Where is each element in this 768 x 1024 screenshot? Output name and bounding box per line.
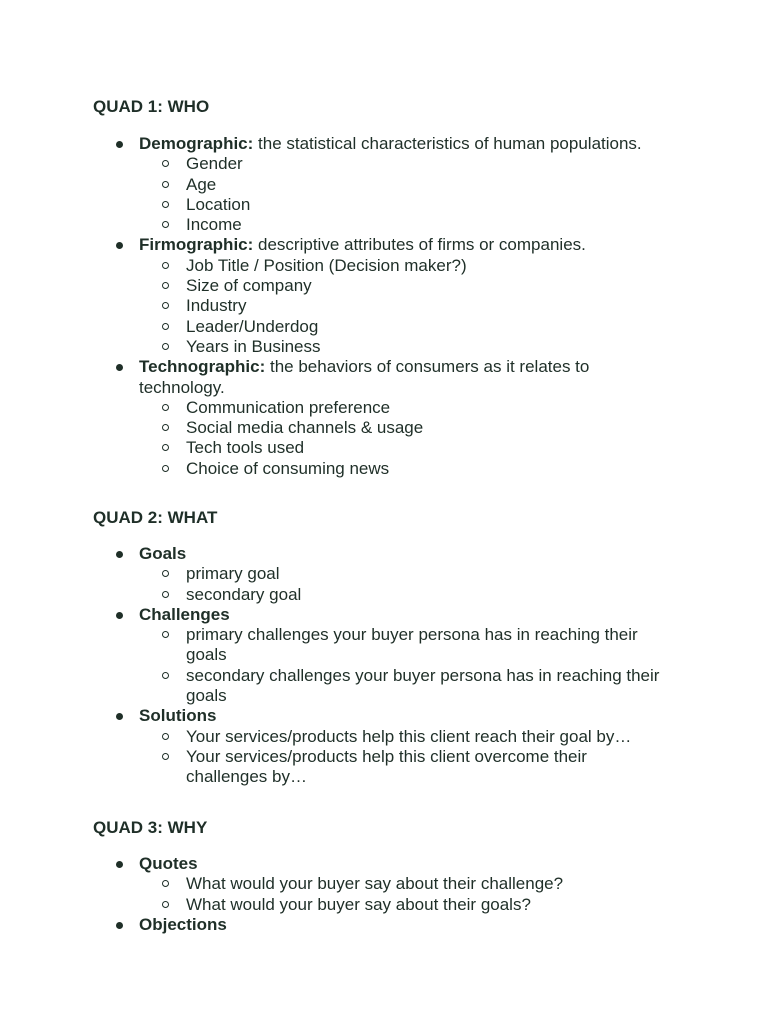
item-term: Goals bbox=[139, 544, 187, 563]
sub-list-item bbox=[139, 398, 668, 418]
sub-list-item bbox=[139, 585, 668, 605]
list-item-technographic bbox=[0, 357, 768, 479]
sub-item-text: Income bbox=[186, 215, 242, 235]
sub-list bbox=[139, 256, 668, 357]
sub-list-item bbox=[139, 215, 668, 235]
sub-list-item bbox=[139, 337, 668, 357]
sub-list-item bbox=[139, 256, 668, 276]
bullet-icon bbox=[116, 141, 123, 148]
section-heading-quad-1: QUAD 1: WHO bbox=[93, 97, 210, 116]
sub-list-item bbox=[139, 438, 668, 458]
item-term: Quotes bbox=[139, 854, 198, 873]
sub-list bbox=[139, 874, 668, 915]
bullet-icon bbox=[116, 713, 123, 720]
circle-bullet-icon bbox=[162, 591, 169, 598]
item-term: Technographic: bbox=[139, 357, 266, 377]
sub-item-text: What would your buyer say about their challenge? bbox=[186, 874, 564, 894]
sub-list bbox=[139, 398, 668, 479]
quad-2-list bbox=[0, 544, 768, 788]
list-item-solutions bbox=[0, 706, 768, 787]
sub-list-item bbox=[139, 296, 668, 316]
sub-list-item bbox=[139, 175, 668, 195]
list-item-firmographic bbox=[0, 235, 768, 357]
circle-bullet-icon bbox=[162, 672, 169, 679]
item-description: the behaviors of consumers as it relates to technology. bbox=[139, 357, 590, 397]
sub-item-text: Industry bbox=[186, 296, 247, 316]
sub-list-item bbox=[139, 276, 668, 296]
item-term: Objections bbox=[139, 914, 227, 934]
bullet-icon bbox=[116, 364, 123, 371]
sub-item-text: Size of company bbox=[186, 276, 312, 296]
sub-item-text: Years in Business bbox=[186, 336, 321, 356]
sub-list-item bbox=[139, 874, 668, 894]
circle-bullet-icon bbox=[162, 343, 169, 350]
list-item-quotes bbox=[0, 854, 768, 915]
list-item-goals bbox=[0, 544, 768, 605]
sub-list-item bbox=[139, 625, 668, 666]
sub-item-text: Your services/products help this client reach their goal by… bbox=[186, 726, 632, 746]
circle-bullet-icon bbox=[162, 221, 169, 228]
sub-item-text: Choice of consuming news bbox=[186, 458, 390, 478]
bullet-icon bbox=[116, 242, 123, 249]
sub-item-text: Gender bbox=[186, 154, 243, 174]
item-description: descriptive attributes of firms or companies. bbox=[253, 235, 586, 255]
circle-bullet-icon bbox=[162, 901, 169, 908]
sub-list-item bbox=[139, 459, 668, 479]
quad-1-list bbox=[0, 134, 768, 479]
sub-list bbox=[139, 564, 668, 605]
sub-item-text: Your services/products help this client overcome their challenges by… bbox=[186, 746, 587, 787]
circle-bullet-icon bbox=[162, 733, 169, 740]
sub-list-item bbox=[139, 747, 668, 788]
bullet-icon bbox=[116, 922, 123, 929]
sub-list-item bbox=[139, 564, 668, 584]
circle-bullet-icon bbox=[162, 753, 169, 760]
sub-list-item bbox=[139, 317, 668, 337]
sub-item-text: primary goal bbox=[186, 564, 280, 584]
circle-bullet-icon bbox=[162, 181, 169, 188]
circle-bullet-icon bbox=[162, 160, 169, 167]
sub-item-text: Age bbox=[186, 174, 217, 194]
circle-bullet-icon bbox=[162, 570, 169, 577]
sub-list-item bbox=[139, 418, 668, 438]
circle-bullet-icon bbox=[162, 444, 169, 451]
item-term: Challenges bbox=[139, 604, 230, 624]
sub-list bbox=[139, 727, 668, 788]
circle-bullet-icon bbox=[162, 262, 169, 269]
circle-bullet-icon bbox=[162, 282, 169, 289]
circle-bullet-icon bbox=[162, 465, 169, 472]
sub-list bbox=[139, 154, 668, 235]
list-item-challenges bbox=[0, 605, 768, 706]
sub-list-item bbox=[139, 154, 668, 174]
sub-item-text: Communication preference bbox=[186, 397, 391, 417]
list-item-objections bbox=[0, 915, 768, 935]
circle-bullet-icon bbox=[162, 424, 169, 431]
section-heading-quad-2: QUAD 2: WHAT bbox=[93, 508, 218, 527]
bullet-icon bbox=[116, 551, 123, 558]
sub-list-item bbox=[139, 666, 668, 707]
circle-bullet-icon bbox=[162, 323, 169, 330]
quad-3-list bbox=[0, 854, 768, 935]
sub-list-item bbox=[139, 195, 668, 215]
circle-bullet-icon bbox=[162, 201, 169, 208]
sub-item-text: What would your buyer say about their goals? bbox=[186, 894, 531, 914]
bullet-icon bbox=[116, 612, 123, 619]
item-term: Firmographic: bbox=[139, 235, 254, 255]
section-heading-quad-3: QUAD 3: WHY bbox=[93, 818, 208, 837]
item-term: Demographic: bbox=[139, 134, 254, 153]
sub-item-text: Job Title / Position (Decision maker?) bbox=[186, 255, 467, 275]
list-item-demographic bbox=[0, 134, 768, 235]
sub-list-item bbox=[139, 727, 668, 747]
circle-bullet-icon bbox=[162, 404, 169, 411]
sub-list-item bbox=[139, 895, 668, 915]
circle-bullet-icon bbox=[162, 880, 169, 887]
sub-item-text: Social media channels & usage bbox=[186, 418, 424, 438]
item-description: the statistical characteristics of human populations. bbox=[253, 134, 642, 153]
sub-list bbox=[139, 625, 668, 706]
sub-item-text: secondary challenges your buyer persona has in reaching their goals bbox=[186, 665, 660, 706]
sub-item-text: primary challenges your buyer persona has in reaching their goals bbox=[186, 625, 638, 665]
bullet-icon bbox=[116, 861, 123, 868]
sub-item-text: Leader/Underdog bbox=[186, 316, 319, 336]
sub-item-text: secondary goal bbox=[186, 584, 302, 604]
item-term: Solutions bbox=[139, 706, 217, 726]
circle-bullet-icon bbox=[162, 631, 169, 638]
sub-item-text: Tech tools used bbox=[186, 438, 305, 458]
circle-bullet-icon bbox=[162, 302, 169, 309]
sub-item-text: Location bbox=[186, 194, 251, 214]
